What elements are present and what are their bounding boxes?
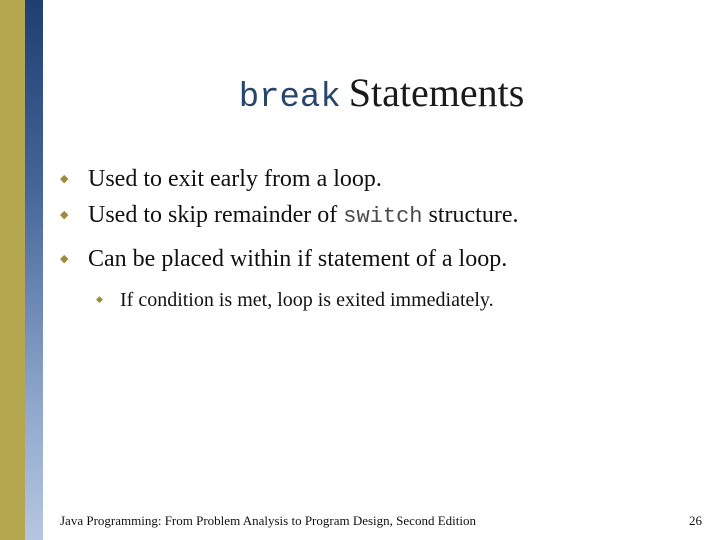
sub-bullet-text: If condition is met, loop is exited immediately. — [120, 289, 494, 311]
bullet-text-after: structure. — [422, 202, 519, 228]
left-accent-bar-blue — [25, 0, 43, 540]
bullet-item — [60, 200, 518, 232]
title-code-keyword: break — [238, 79, 341, 117]
left-accent-bar-olive — [0, 0, 25, 540]
sub-bullet-marker-icon: ◆ — [96, 294, 103, 304]
bullet-marker-icon: ◆ — [60, 209, 69, 221]
title-text: Statements — [348, 70, 525, 115]
bullet-marker-icon: ◆ — [60, 173, 69, 185]
bullet-text: Can be placed within if statement of a loop. — [88, 246, 508, 272]
sub-bullet-item — [96, 286, 494, 313]
bullet-marker-icon: ◆ — [60, 253, 69, 265]
bullet-item — [60, 244, 507, 274]
slide-title — [43, 70, 720, 121]
bullet-code-switch: switch — [343, 204, 423, 229]
footer-text: Java Programming: From Problem Analysis to Program Design, Second Edition — [60, 513, 476, 528]
bullet-text-before: Used to skip remainder of — [88, 202, 344, 228]
bullet-text: Used to exit early from a loop. — [88, 166, 382, 192]
page-number: 26 — [689, 513, 702, 528]
bullet-item — [60, 164, 382, 194]
